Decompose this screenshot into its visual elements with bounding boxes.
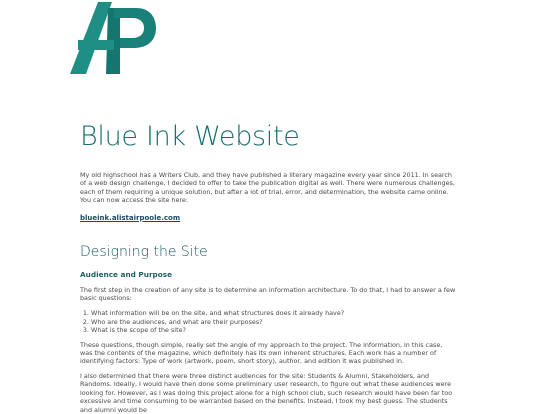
intro-paragraph: My old highschool has a Writers Club, and they have published a literary magazine every year since 2011. In search of a web design challenge, I decided to offer to take the publication digital as well. There were numerous challenges, each of them requiring a unique solution, but after a lot of trial, error, and determination, the website came online. You can now access the site here: — [80, 171, 455, 205]
list-item: 2. Who are the audiences, and what are their purposes? — [91, 318, 456, 326]
questions-list — [80, 309, 456, 334]
paragraph-questions: These questions, though simple, really set the angle of my approach to the project. The information, in this case, was the contents of the magazine, which definitely has its own inherent structures. Each work has a number of identifying factors: Type of work (artwork, poem, short story), author, and edition it was published in. — [80, 340, 443, 366]
page-title: Blue Ink Website — [80, 121, 300, 152]
main-content — [80, 120, 456, 414]
list-item: 3. What is the scope of the site? — [91, 326, 456, 334]
ap-monogram-logo[interactable] — [68, 2, 158, 74]
paragraph-architecture: The first step in the creation of any site is to determine an information architecture. To do that, I had to answer a few basic questions: — [80, 285, 456, 303]
site-link[interactable]: blueink.alistairpoole.com — [80, 213, 181, 222]
section-heading: Designing the Site — [80, 243, 208, 260]
list-item: 1. What information will be on the site, and what structures does it already have? — [91, 309, 456, 317]
subsection-heading: Audience and Purpose — [80, 269, 173, 279]
paragraph-audiences: I also determined that there were three distinct audiences for the site: Students & Alumni, Stakeholders, and Randoms. Ideally, I would have then done some preliminary user research, to figure out what these audiences were looking for. However, as I was doing this project alone for a high school club, such research would have been far too excessive and time consuming to be warranted based on the benefits. Instead, I took my best guess. The students and alumni would be — [80, 371, 453, 414]
